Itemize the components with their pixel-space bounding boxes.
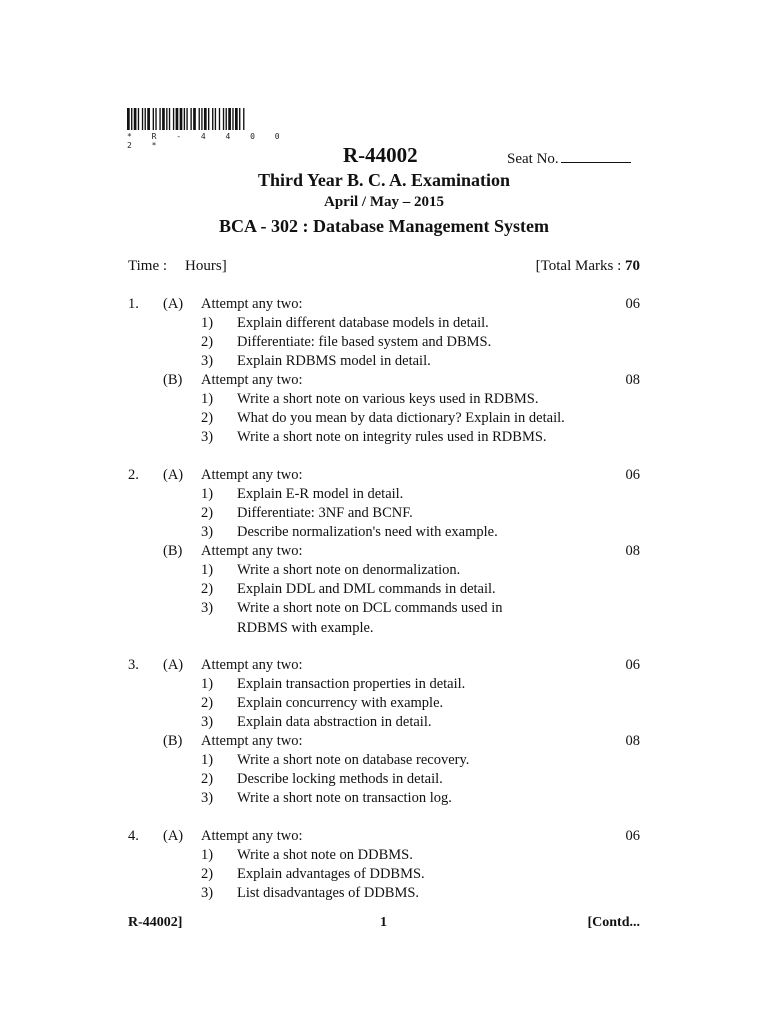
seat-number-field [561,148,631,163]
item-text: Write a shot note on DDBMS. [237,847,413,863]
item-number: 3) [201,353,214,369]
time-label: Time : [128,258,168,274]
item-number: 1) [201,562,214,578]
question-number: 4. [128,828,139,844]
continued-label: [Contd... [587,915,640,930]
question-number: 2. [128,467,139,483]
part-heading: Attempt any two: [201,467,303,483]
item-number: 3) [201,790,214,806]
subject-title: BCA - 302 : Database Management System [219,216,549,236]
total-marks-value: 70 [625,258,640,274]
item-number: 1) [201,391,214,407]
page-number: 1 [380,915,387,930]
item-text: Explain advantages of DDBMS. [237,866,425,882]
item-text: What do you mean by data dictionary? Explain in detail. [237,410,565,426]
part-heading: Attempt any two: [201,733,303,749]
part-heading: Attempt any two: [201,372,303,388]
item-text: List disadvantages of DDBMS. [237,885,420,901]
part-label: (B) [163,733,183,749]
part-marks: 06 [625,296,640,312]
item-number: 2) [201,695,214,711]
exam-title [0,170,768,191]
part-label: (A) [163,296,184,312]
item-number: 2) [201,410,214,426]
item-text: Explain different database models in detail. [237,315,489,331]
item-number: 2) [201,505,214,521]
item-number: 1) [201,752,214,768]
part-label: (B) [163,372,183,388]
item-text: Explain E-R model in detail. [237,486,404,502]
item-number: 3) [201,524,214,540]
item-number: 3) [201,600,214,616]
question-number: 1. [128,296,139,312]
part-marks: 08 [625,733,640,749]
item-text: Describe locking methods in detail. [237,771,443,787]
item-text: Write a short note on database recovery. [237,752,470,768]
item-text: Explain concurrency with example. [237,695,444,711]
seat-number [507,148,631,168]
exam-title-text: Third Year B. C. A. Examination [257,170,511,190]
item-text: Write a short note on transaction log. [237,790,452,806]
part-heading: Attempt any two: [201,296,303,312]
item-text-continued: RDBMS with example. [237,620,374,636]
item-text: Explain data abstraction in detail. [237,714,432,730]
part-marks: 06 [625,467,640,483]
part-label: (A) [163,828,184,844]
item-text: Write a short note on DCL commands used in [237,600,503,616]
seat-label: Seat No. [507,151,559,167]
item-number: 3) [201,885,214,901]
barcode [127,108,309,150]
item-number: 2) [201,581,214,597]
footer-paper-code: R-44002] [128,915,183,930]
item-number: 3) [201,429,214,445]
part-marks: 08 [625,372,640,388]
part-label: (B) [163,543,183,559]
part-marks: 08 [625,543,640,559]
item-number: 1) [201,486,214,502]
part-marks: 06 [625,828,640,844]
part-marks: 06 [625,657,640,673]
item-text: Explain DDL and DML commands in detail. [237,581,496,597]
item-number: 1) [201,847,214,863]
time-info [128,258,227,275]
item-text: Describe normalization's need with example. [237,524,498,540]
part-heading: Attempt any two: [201,828,303,844]
item-number: 1) [201,315,214,331]
part-label: (A) [163,657,184,673]
item-number: 1) [201,676,214,692]
item-number: 3) [201,714,214,730]
item-text: Explain RDBMS model in detail. [237,353,431,369]
paper-code: R-44002 [343,143,418,167]
question-number: 3. [128,657,139,673]
item-text: Write a short note on integrity rules used in RDBMS. [237,429,547,445]
part-heading: Attempt any two: [201,543,303,559]
total-marks [536,258,640,275]
exam-session: April / May – 2015 [324,194,444,210]
item-text: Differentiate: 3NF and BCNF. [237,505,413,521]
part-heading: Attempt any two: [201,657,303,673]
barcode-text: * R - 4 4 0 0 2 * [127,132,288,150]
item-text: Write a short note on various keys used in RDBMS. [237,391,539,407]
item-text: Write a short note on denormalization. [237,562,461,578]
total-marks-label: [Total Marks : [535,258,622,274]
item-text: Explain transaction properties in detail. [237,676,466,692]
item-number: 2) [201,334,214,350]
part-label: (A) [163,467,184,483]
barcode-bars-icon [127,108,309,130]
hours-label: Hours] [185,258,227,274]
item-text: Differentiate: file based system and DBMS. [237,334,492,350]
item-number: 2) [201,771,214,787]
item-number: 2) [201,866,214,882]
